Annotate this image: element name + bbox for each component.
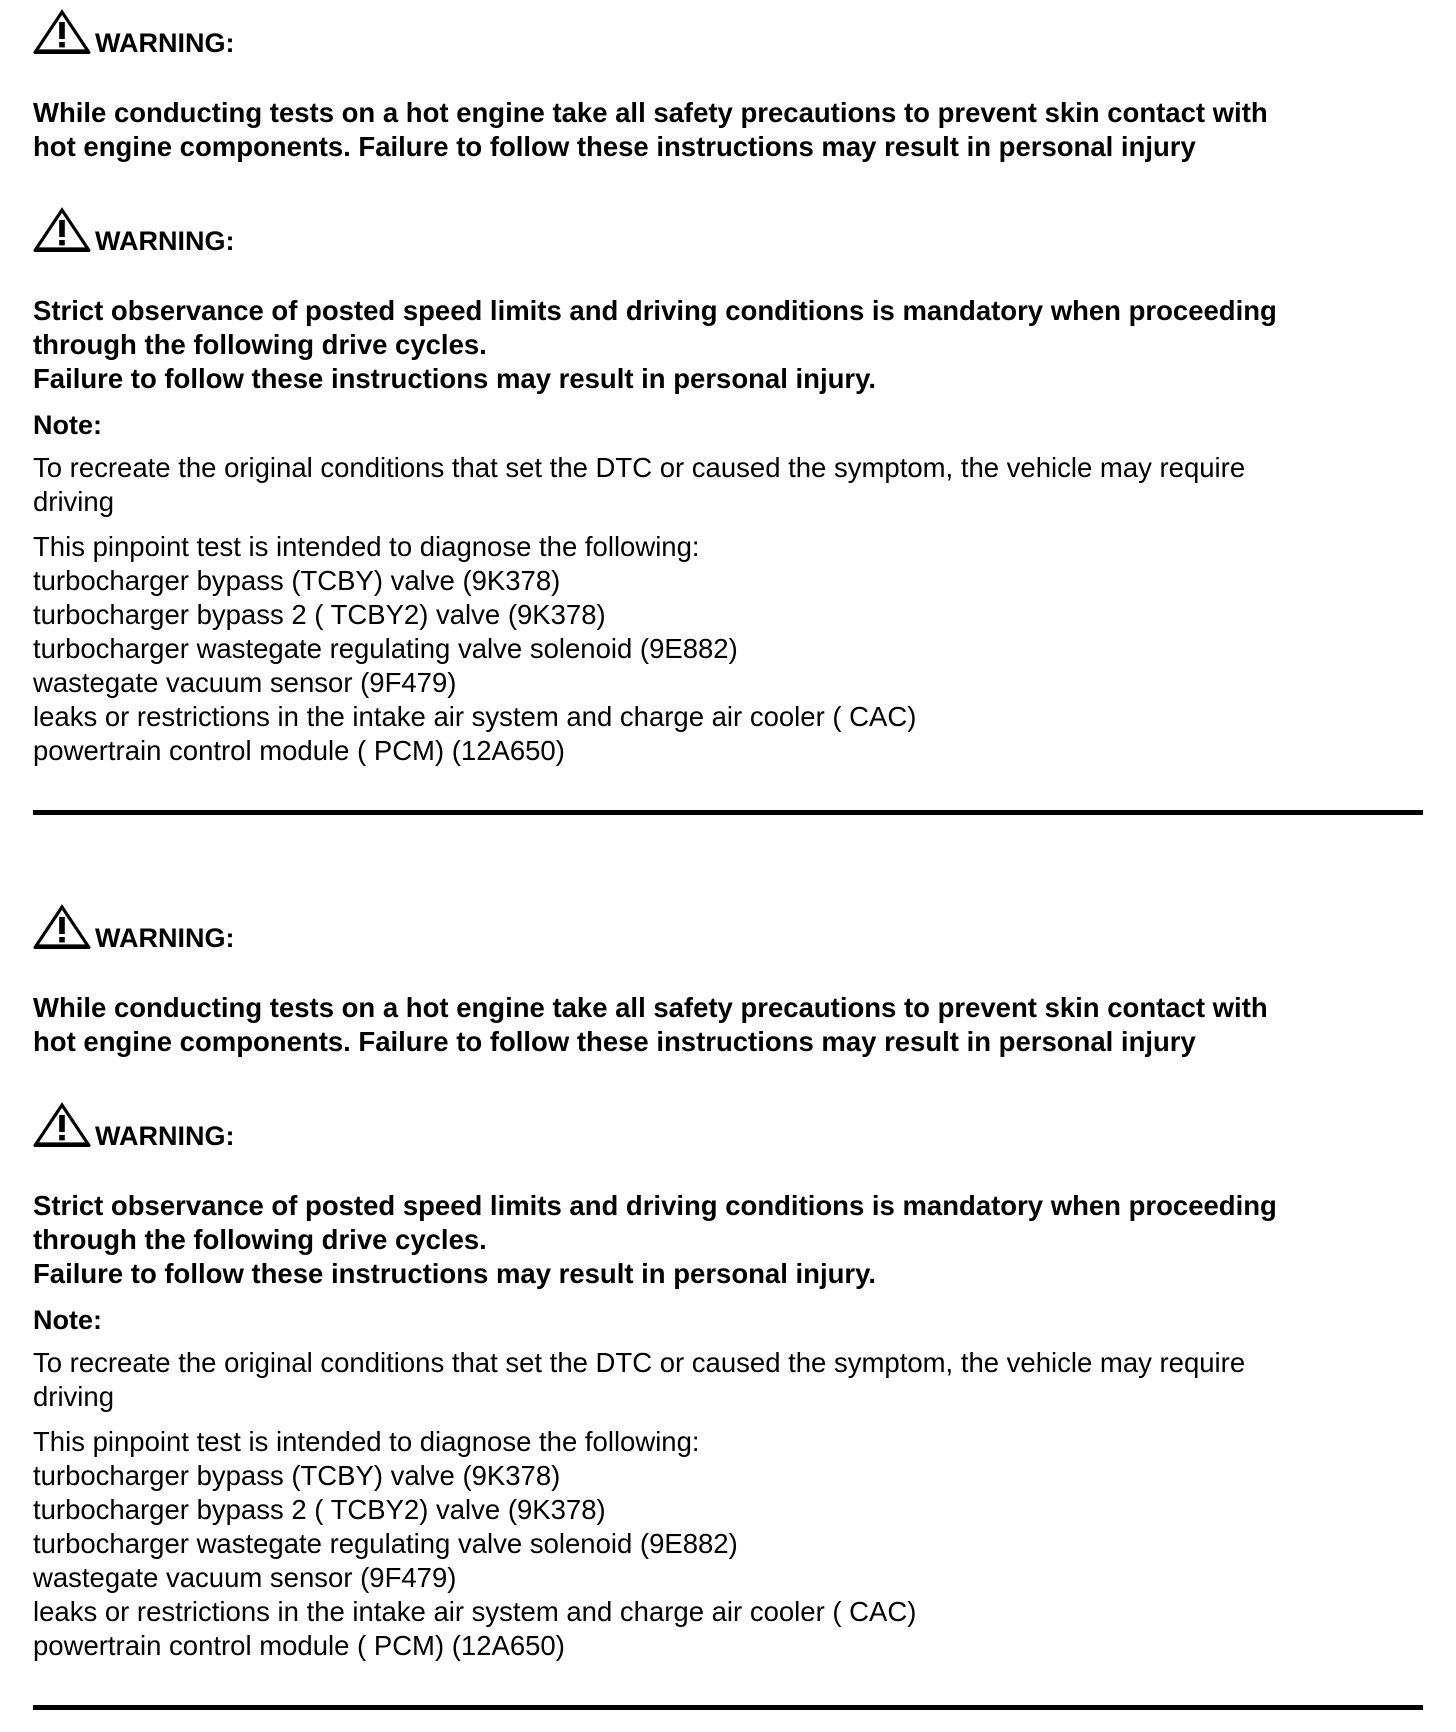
warning-triangle-icon — [33, 904, 91, 950]
note-text — [33, 451, 1423, 519]
warning-heading — [33, 910, 235, 953]
list-item: wastegate vacuum sensor (9F479) — [33, 1562, 457, 1593]
list-item: turbocharger bypass (TCBY) valve (9K378) — [33, 565, 561, 596]
note-text-line: driving — [33, 486, 115, 517]
warning-label: WARNING: — [95, 226, 235, 256]
warning-heading — [33, 15, 235, 58]
list-item: leaks or restrictions in the intake air system and charge air cooler ( CAC) — [33, 701, 917, 732]
warning-text-line: While conducting tests on a hot engine take all safety precautions to prevent skin contact with — [33, 992, 1268, 1023]
warning-text-line: Strict observance of posted speed limits and driving conditions is mandatory when proceeding — [33, 295, 1277, 326]
warning-text-line: Failure to follow these instructions may result in personal injury. — [33, 363, 876, 394]
warning-text-line: hot engine components. Failure to follow these instructions may result in personal injury — [33, 1026, 1196, 1057]
diagnosis-list — [33, 530, 1423, 768]
note-text-line: To recreate the original conditions that set the DTC or caused the symptom, the vehicle may require — [33, 1347, 1246, 1378]
list-item: turbocharger bypass 2 ( TCBY2) valve (9K378) — [33, 599, 606, 630]
list-item: turbocharger wastegate regulating valve solenoid (9E882) — [33, 633, 738, 664]
list-item: turbocharger bypass (TCBY) valve (9K378) — [33, 1460, 561, 1491]
section-divider — [33, 810, 1423, 815]
warning-text-line: Strict observance of posted speed limits and driving conditions is mandatory when proceeding — [33, 1190, 1277, 1221]
list-item: powertrain control module ( PCM) (12A650) — [33, 1630, 565, 1661]
note-label: Note: — [33, 1305, 102, 1335]
list-item: powertrain control module ( PCM) (12A650) — [33, 735, 565, 766]
warning-heading — [33, 213, 235, 256]
note-text — [33, 1346, 1423, 1414]
warning-label: WARNING: — [95, 1121, 235, 1151]
warning-triangle-icon — [33, 9, 91, 55]
warning-text-line: While conducting tests on a hot engine take all safety precautions to prevent skin contact with — [33, 97, 1268, 128]
warning-text-line: Failure to follow these instructions may result in personal injury. — [33, 1258, 876, 1289]
section-divider — [33, 1705, 1423, 1710]
note-text-line: driving — [33, 1381, 115, 1412]
warning-triangle-icon — [33, 207, 91, 253]
list-item: leaks or restrictions in the intake air system and charge air cooler ( CAC) — [33, 1596, 917, 1627]
warning-label: WARNING: — [95, 28, 235, 58]
warning-text — [33, 1189, 1433, 1291]
warning-text — [33, 991, 1433, 1059]
warning-text-line: through the following drive cycles. — [33, 1224, 487, 1255]
list-intro: This pinpoint test is intended to diagnose the following: — [33, 531, 700, 562]
note-label: Note: — [33, 410, 102, 440]
warning-triangle-icon — [33, 1102, 91, 1148]
list-item: wastegate vacuum sensor (9F479) — [33, 667, 457, 698]
warning-text-line: hot engine components. Failure to follow these instructions may result in personal injury — [33, 131, 1196, 162]
list-item: turbocharger wastegate regulating valve solenoid (9E882) — [33, 1528, 738, 1559]
warning-text — [33, 294, 1433, 396]
diagnosis-list — [33, 1425, 1423, 1663]
warning-text — [33, 96, 1433, 164]
warning-label: WARNING: — [95, 923, 235, 953]
warning-text-line: through the following drive cycles. — [33, 329, 487, 360]
note-text-line: To recreate the original conditions that set the DTC or caused the symptom, the vehicle may require — [33, 452, 1246, 483]
list-item: turbocharger bypass 2 ( TCBY2) valve (9K378) — [33, 1494, 606, 1525]
list-intro: This pinpoint test is intended to diagnose the following: — [33, 1426, 700, 1457]
warning-heading — [33, 1108, 235, 1151]
